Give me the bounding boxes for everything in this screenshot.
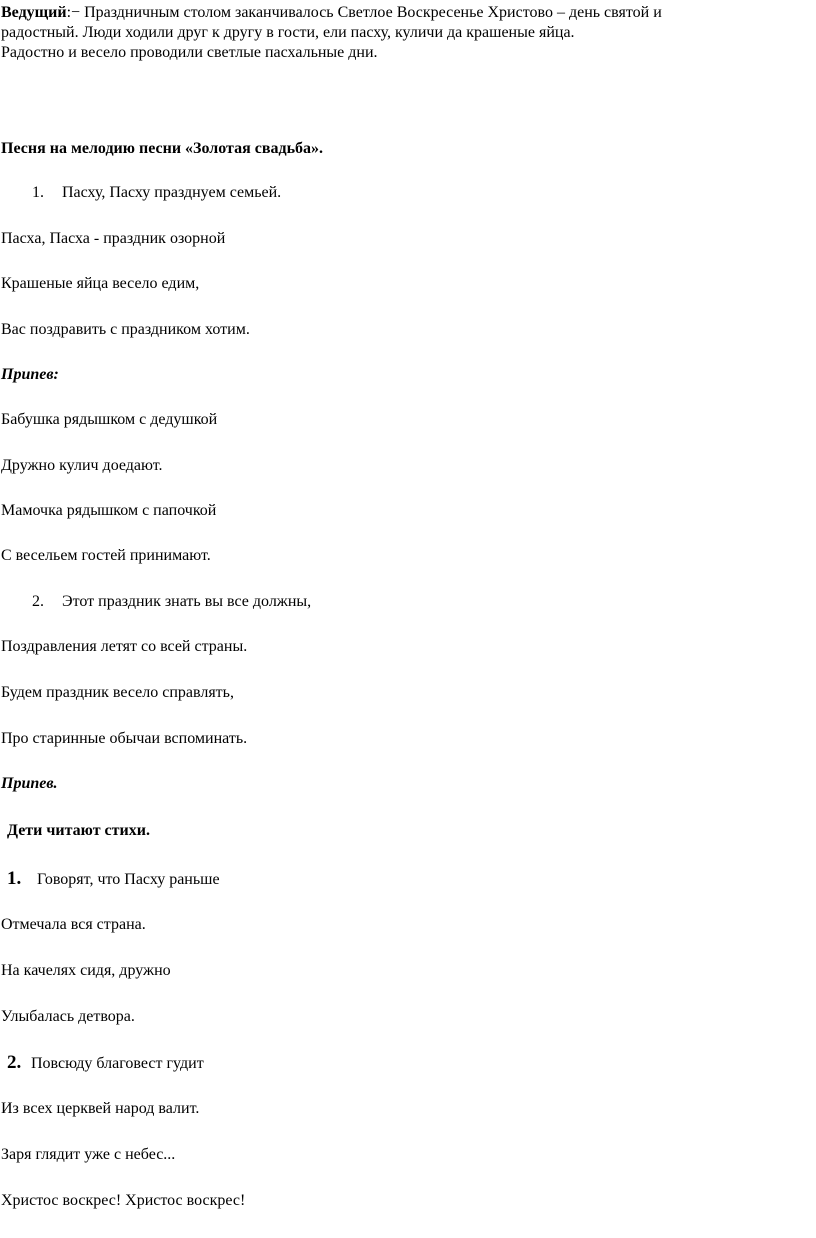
verse-2-first-line xyxy=(32,592,311,612)
verse-1-line: Крашеные яйца весело едим, xyxy=(1,275,200,292)
chorus-line: Мамочка рядышком с папочкой xyxy=(1,502,217,519)
intro-text-1: Праздничным столом заканчивалось Светлое Воскресенье Христово – день святой и xyxy=(84,4,662,21)
chorus-label-2: Припев. xyxy=(1,775,58,792)
verse-1-line: Пасха, Пасха - праздник озорной xyxy=(1,230,226,247)
song-heading: Песня на мелодию песни «Золотая свадьба». xyxy=(1,140,324,157)
intro-line-2: радостный. Люди ходили друг к другу в гости, ели пасху, куличи да крашеные яйца. xyxy=(1,24,575,41)
poem-2-first-line xyxy=(7,1053,204,1074)
chorus-line: Бабушка рядышком с дедушкой xyxy=(1,411,218,428)
verse-2-first-text: Этот праздник знать вы все должны, xyxy=(62,593,312,610)
poem-1-first-line xyxy=(7,869,220,890)
verse-1-number: 1. xyxy=(32,184,44,201)
poem-1-line: Улыбалась детвора. xyxy=(1,1008,135,1025)
verse-2-line: Поздравления летят со всей страны. xyxy=(1,638,248,655)
verse-1-first-line xyxy=(32,183,281,203)
speaker-separator: :− xyxy=(66,4,85,21)
chorus-line: Дружно кулич доедают. xyxy=(1,457,163,474)
poem-2-first-text: Повсюду благовест гудит xyxy=(31,1055,204,1072)
verse-2-line: Про старинные обычаи вспоминать. xyxy=(1,730,248,747)
poem-2-line: Из всех церквей народ валит. xyxy=(1,1100,200,1117)
poem-1-line: На качелях сидя, дружно xyxy=(1,962,171,979)
poem-2-line: Заря глядит уже с небес... xyxy=(1,1146,176,1163)
verse-2-number: 2. xyxy=(32,593,44,610)
poems-heading: Дети читают стихи. xyxy=(7,822,150,839)
poem-1-line: Отмечала вся страна. xyxy=(1,916,146,933)
intro-line-3: Радостно и весело проводили светлые пасхальные дни. xyxy=(1,44,378,61)
verse-2-line: Будем праздник весело справлять, xyxy=(1,684,234,701)
poem-1-number: 1. xyxy=(7,868,22,889)
poem-2-number: 2. xyxy=(7,1052,22,1073)
intro-line-1 xyxy=(1,3,662,23)
verse-1-line: Вас поздравить с праздником хотим. xyxy=(1,321,250,338)
speaker-label: Ведущий xyxy=(1,4,67,21)
poem-1-first-text: Говорят, что Пасху раньше xyxy=(37,871,220,888)
verse-1-first-text: Пасху, Пасху празднуем семьей. xyxy=(62,184,282,201)
chorus-label: Припев: xyxy=(1,366,59,383)
poem-2-line: Христос воскрес! Христос воскрес! xyxy=(1,1192,246,1209)
chorus-line: С весельем гостей принимают. xyxy=(1,547,211,564)
